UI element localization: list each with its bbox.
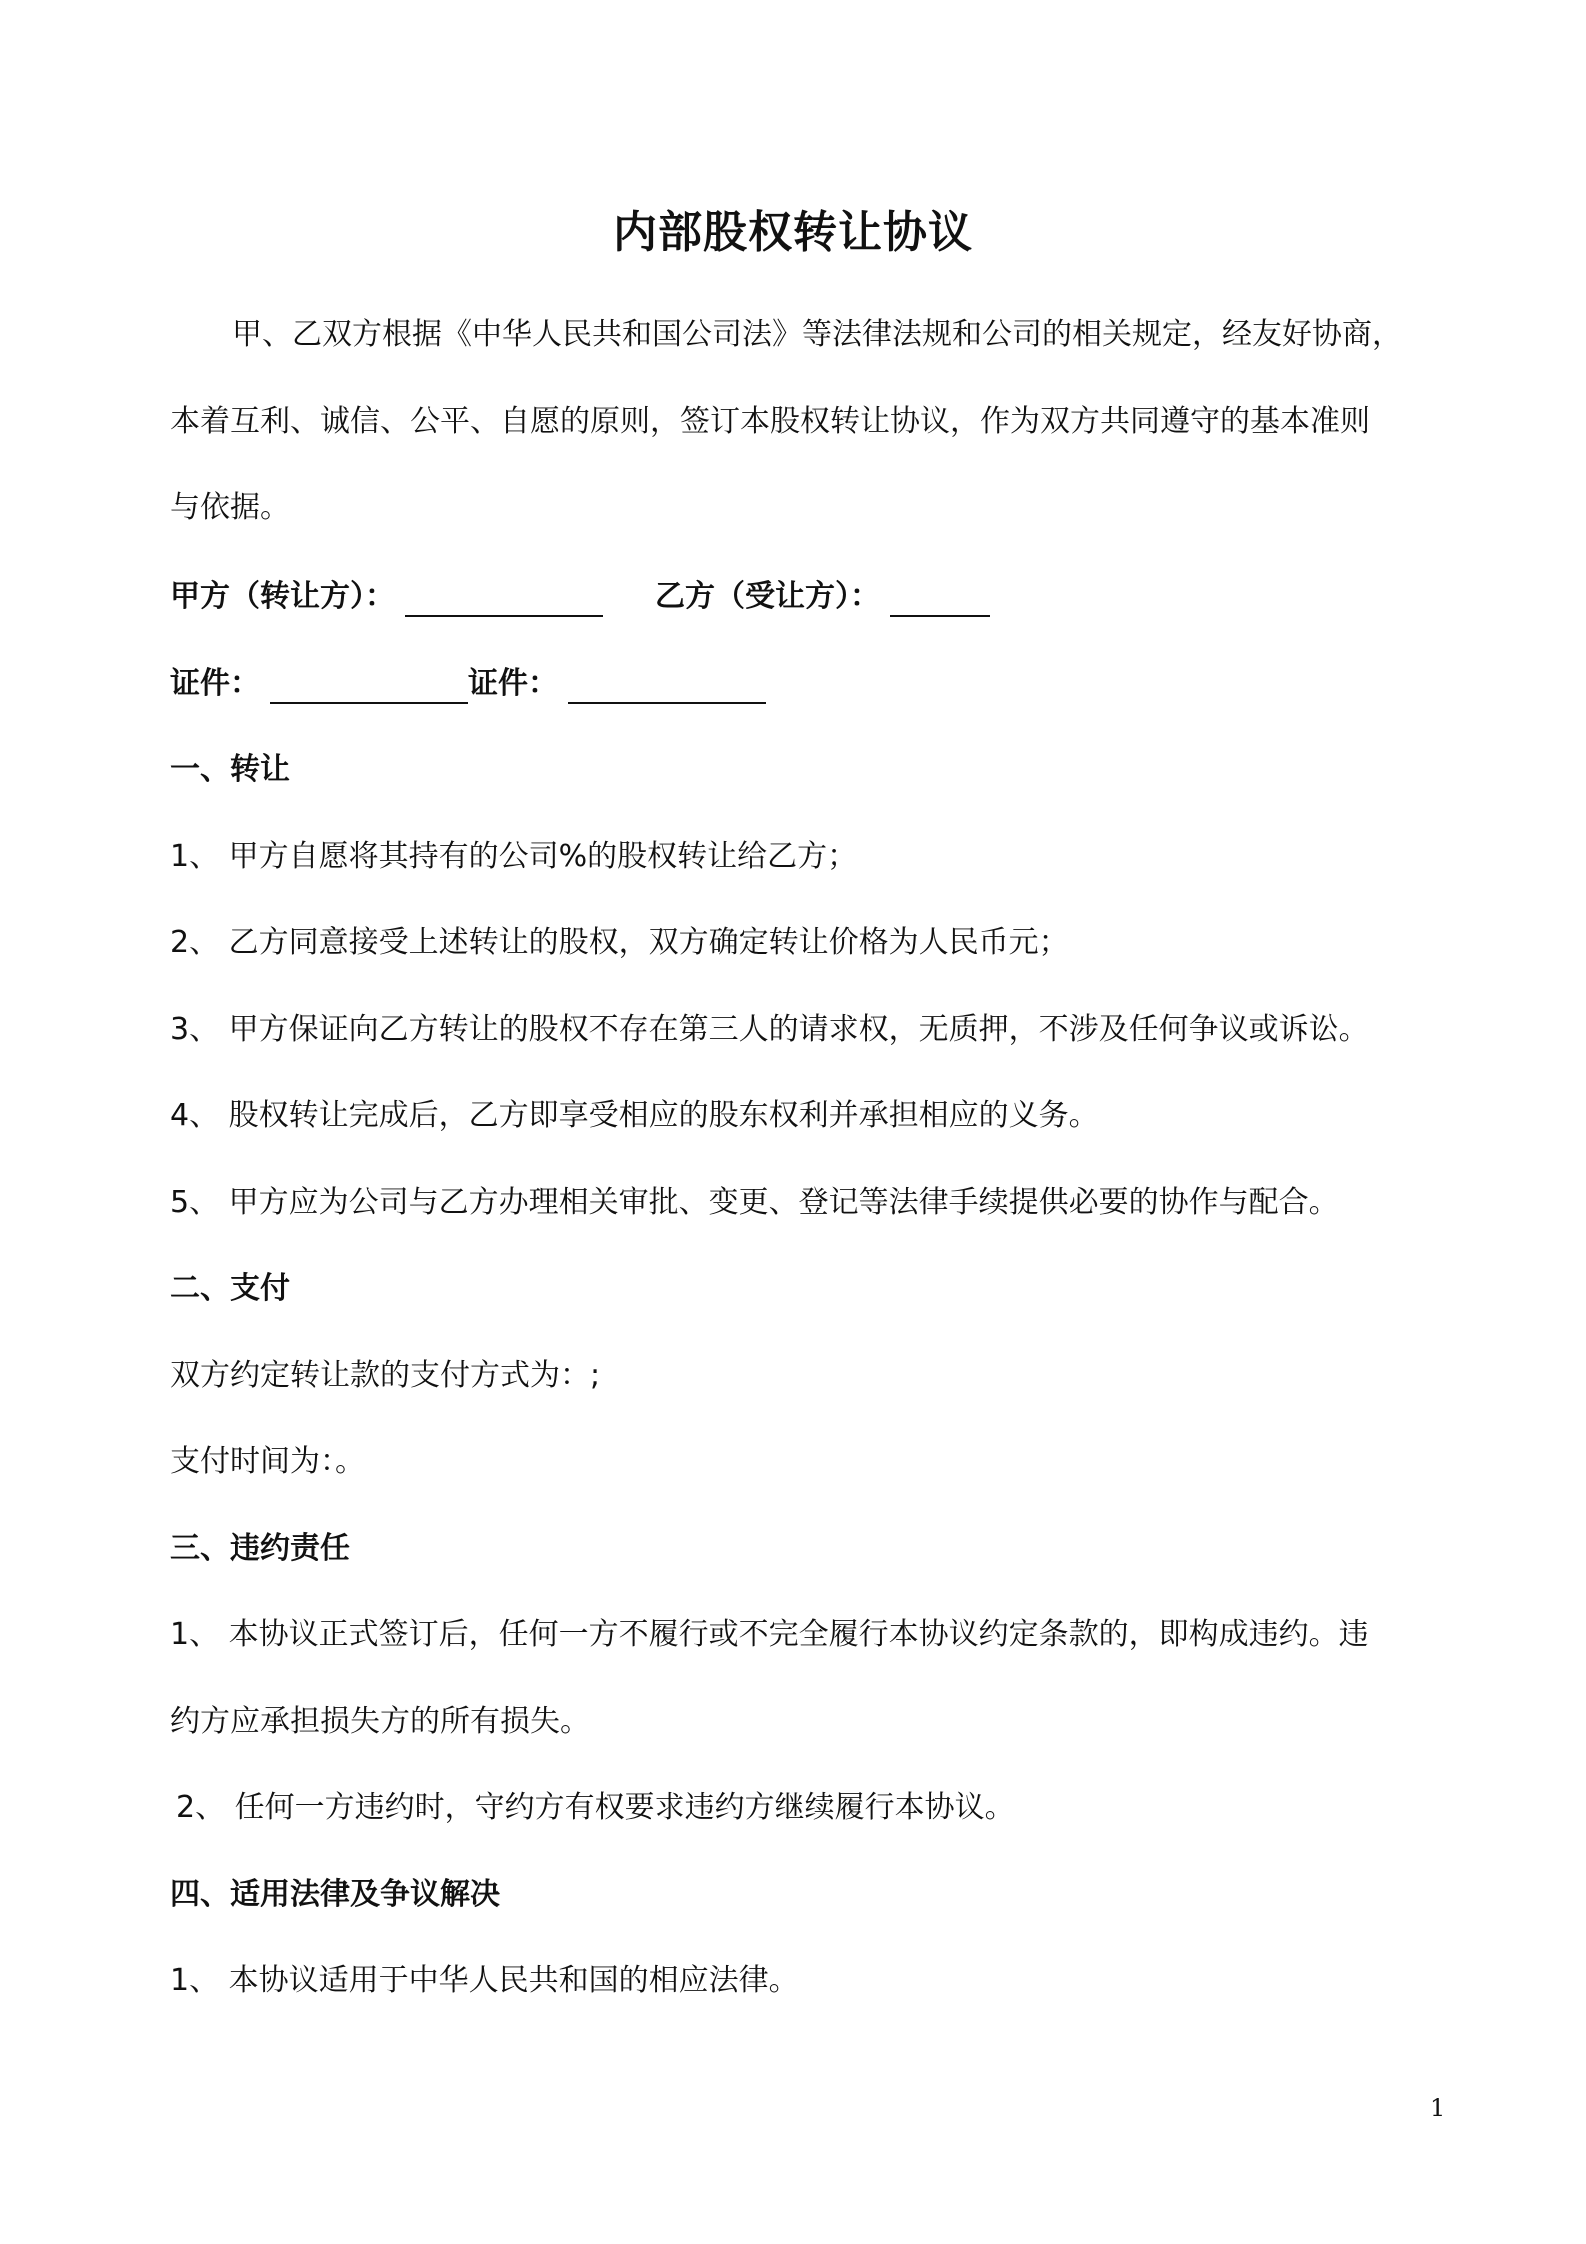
- party-a-field[interactable]: [405, 579, 603, 617]
- preamble-line-2: 本着互利、诚信、公平、自愿的原则，签订本股权转让协议，作为双方共同遵守的基本准则: [170, 404, 1370, 439]
- preamble-line-1: 甲、乙双方根据《中华人民共和国公司法》等法律法规和公司的相关规定，经友好协商，: [232, 317, 1402, 352]
- transfer-item-1: 1、 甲方自愿将其持有的公司%的股权转让给乙方；: [170, 839, 858, 874]
- cert-a-label: 证件：: [170, 666, 260, 701]
- party-b-field[interactable]: [890, 579, 990, 617]
- liability-item-1-continued: 约方应承担损失方的所有损失。: [170, 1704, 590, 1739]
- page-number: 1: [1430, 2094, 1446, 2122]
- liability-item-1: 1、 本协议正式签订后，任何一方不履行或不完全履行本协议约定条款的，即构成违约。违: [170, 1617, 1369, 1652]
- section-heading-transfer: 一、转让: [170, 752, 290, 787]
- transfer-item-3: 3、 甲方保证向乙方转让的股权不存在第三人的请求权，无质押，不涉及任何争议或诉讼。: [170, 1012, 1369, 1047]
- transfer-item-4: 4、 股权转让完成后，乙方即享受相应的股东权利并承担相应的义务。: [170, 1098, 1099, 1133]
- section-heading-payment: 二、支付: [170, 1271, 290, 1306]
- party-row: [170, 577, 990, 617]
- payment-time-line: 支付时间为：。: [170, 1444, 365, 1479]
- certificate-row: [170, 664, 766, 704]
- document-title: 内部股权转让协议: [613, 207, 973, 258]
- transfer-item-2: 2、 乙方同意接受上述转让的股权，双方确定转让价格为人民币元；: [170, 925, 1069, 960]
- section-heading-liability: 三、违约责任: [170, 1531, 350, 1566]
- cert-a-field[interactable]: [270, 666, 468, 704]
- preamble-line-3: 与依据。: [170, 490, 290, 525]
- payment-method-line: 双方约定转让款的支付方式为：;: [170, 1358, 601, 1393]
- law-item-1: 1、 本协议适用于中华人民共和国的相应法律。: [170, 1963, 799, 1998]
- party-b-label: 乙方（受让方）：: [655, 579, 880, 614]
- cert-b-field[interactable]: [568, 666, 766, 704]
- cert-b-label: 证件：: [468, 666, 558, 701]
- transfer-item-5: 5、 甲方应为公司与乙方办理相关审批、变更、登记等法律手续提供必要的协作与配合。: [170, 1185, 1339, 1220]
- liability-item-2: 2、 任何一方违约时，守约方有权要求违约方继续履行本协议。: [176, 1790, 1015, 1825]
- section-heading-law: 四、适用法律及争议解决: [170, 1877, 500, 1912]
- party-a-label: 甲方（转让方）：: [170, 579, 395, 614]
